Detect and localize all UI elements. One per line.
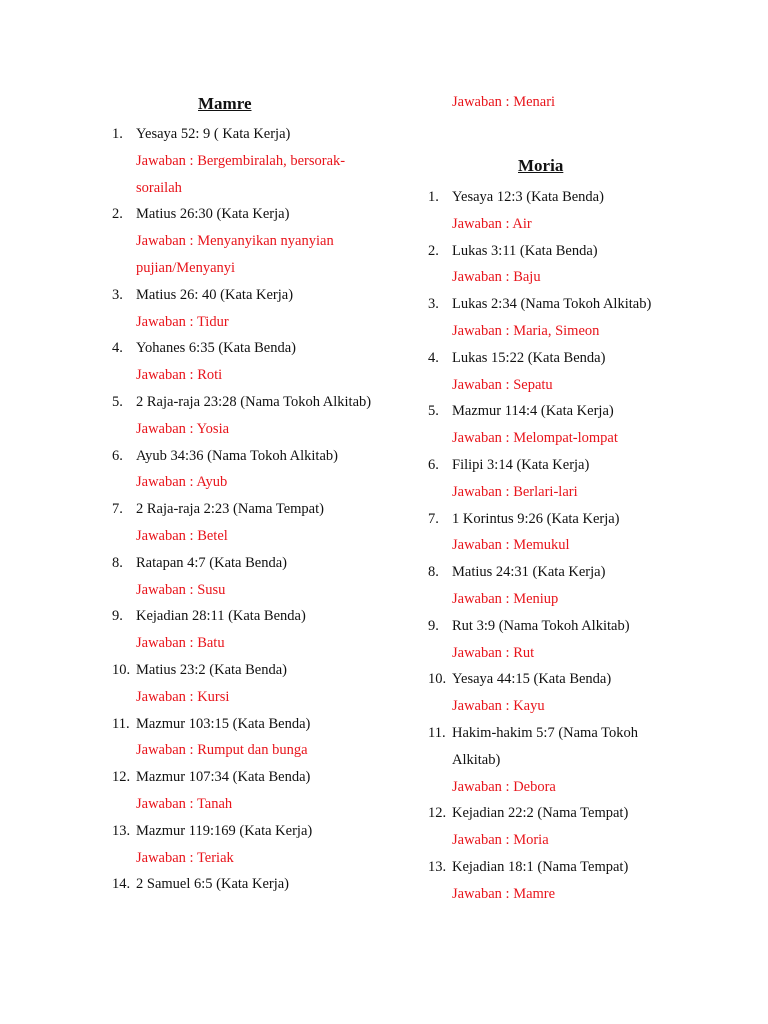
item-number: 9. xyxy=(112,608,123,625)
answer-text: Jawaban : Sepatu xyxy=(452,376,553,393)
answer-text: Jawaban : Berlari-lari xyxy=(452,483,578,500)
answer-text: Jawaban : Kursi xyxy=(136,688,230,705)
list-item xyxy=(112,764,372,818)
answer-text: Jawaban : Moria xyxy=(452,832,549,849)
list-item xyxy=(112,603,372,657)
item-number: 1. xyxy=(112,126,123,142)
list-item xyxy=(428,854,688,908)
question-text: Mazmur 103:15 (Kata Benda) xyxy=(136,715,311,732)
list-item xyxy=(112,871,372,898)
item-number: 4. xyxy=(428,349,439,366)
answer-text: Jawaban : Tanah xyxy=(136,795,233,812)
item-number: 7. xyxy=(428,510,439,527)
list-item xyxy=(428,345,688,399)
answer-text: Jawaban : Menyanyikan nyanyian pujian/Menyanyi xyxy=(136,233,334,276)
list-item xyxy=(112,201,372,281)
item-number: 12. xyxy=(428,805,447,822)
answer-text: Jawaban : Debora xyxy=(452,778,556,795)
list-item xyxy=(112,121,372,201)
question-list-moria xyxy=(428,184,688,908)
question-text: Yesaya 12:3 (Kata Benda) xyxy=(452,189,604,205)
question-text: Lukas 3:11 (Kata Benda) xyxy=(452,242,598,259)
answer-text: Jawaban : Yosia xyxy=(136,420,230,437)
item-number: 4. xyxy=(112,340,123,357)
answer-text: Jawaban : Melompat-lompat xyxy=(452,430,618,447)
question-text: Mazmur 114:4 (Kata Kerja) xyxy=(452,403,614,420)
answer-text: Jawaban : Maria, Simeon xyxy=(452,322,600,339)
question-text: Rut 3:9 (Nama Tokoh Alkitab) xyxy=(452,617,630,634)
item-number: 11. xyxy=(112,715,130,732)
list-item xyxy=(428,613,688,667)
list-item xyxy=(112,657,372,711)
answer-text: Jawaban : Memukul xyxy=(452,537,570,554)
list-item xyxy=(112,335,372,389)
list-item xyxy=(428,506,688,560)
item-number: 5. xyxy=(428,403,439,420)
question-text: Lukas 2:34 (Nama Tokoh Alkitab) xyxy=(452,296,652,313)
question-text: Hakim-hakim 5:7 (Nama Tokoh Alkitab) xyxy=(452,724,638,768)
section-title-moria: Moria xyxy=(518,156,564,175)
answer-text: Jawaban : Kayu xyxy=(452,698,545,715)
question-text: 2 Samuel 6:5 (Kata Kerja) xyxy=(136,876,290,893)
question-text: 1 Korintus 9:26 (Kata Kerja) xyxy=(452,510,620,527)
question-text: Matius 26:30 (Kata Kerja) xyxy=(136,206,290,223)
answer-text: Jawaban : Rut xyxy=(452,644,535,661)
section-title-mamre: Mamre xyxy=(198,94,252,113)
answer-text: Jawaban : Mamre xyxy=(452,885,556,902)
question-text: Ratapan 4:7 (Kata Benda) xyxy=(136,554,287,571)
item-number: 8. xyxy=(428,564,439,581)
item-number: 11. xyxy=(428,724,446,741)
question-text: Kejadian 18:1 (Nama Tempat) xyxy=(452,858,629,875)
answer-text: Jawaban : Teriak xyxy=(136,849,234,866)
question-text: Yesaya 52: 9 ( Kata Kerja) xyxy=(136,126,291,142)
item-number: 7. xyxy=(112,501,123,518)
answer-text: Jawaban : Batu xyxy=(136,635,225,652)
list-item xyxy=(112,711,372,765)
list-item xyxy=(112,818,372,872)
question-text: 2 Raja-raja 23:28 (Nama Tokoh Alkitab) xyxy=(136,393,372,410)
list-item xyxy=(428,398,688,452)
list-item xyxy=(112,443,372,497)
item-number: 3. xyxy=(112,286,123,303)
item-number: 6. xyxy=(112,447,123,464)
question-text: Kejadian 28:11 (Kata Benda) xyxy=(136,608,306,625)
question-text: Matius 26: 40 (Kata Kerja) xyxy=(136,286,294,303)
answer-text: Jawaban : Meniup xyxy=(452,590,559,607)
list-item xyxy=(428,291,688,345)
answer-text: Jawaban : Ayub xyxy=(136,474,228,491)
item-number: 5. xyxy=(112,393,123,410)
answer-text: Jawaban : Air xyxy=(452,215,532,232)
answer-text: Jawaban : Rumput dan bunga xyxy=(136,742,308,759)
question-list-mamre xyxy=(112,121,372,898)
list-item xyxy=(428,452,688,506)
item-number: 14. xyxy=(112,876,131,893)
question-text: Matius 24:31 (Kata Kerja) xyxy=(452,564,606,581)
item-number: 6. xyxy=(428,456,439,473)
item-number: 10. xyxy=(428,671,447,688)
item-number: 13. xyxy=(428,858,447,875)
list-item xyxy=(112,496,372,550)
list-item xyxy=(428,184,688,238)
answer-text: Jawaban : Betel xyxy=(136,527,228,544)
answer-text: Jawaban : Roti xyxy=(136,367,223,384)
list-item xyxy=(112,550,372,604)
answer-text: Jawaban : Baju xyxy=(452,269,541,286)
question-text: Ayub 34:36 (Nama Tokoh Alkitab) xyxy=(136,447,338,464)
list-item xyxy=(428,720,688,800)
item-number: 12. xyxy=(112,769,131,786)
item-number: 9. xyxy=(428,617,439,634)
list-item xyxy=(428,559,688,613)
question-text: Matius 23:2 (Kata Benda) xyxy=(136,661,288,678)
question-text: Mazmur 119:169 (Kata Kerja) xyxy=(136,822,313,839)
answer-text: Jawaban : Tidur xyxy=(136,313,229,330)
question-text: Yohanes 6:35 (Kata Benda) xyxy=(136,340,297,357)
question-text: Yesaya 44:15 (Kata Benda) xyxy=(452,671,612,688)
item-number: 1. xyxy=(428,189,439,205)
question-text: Mazmur 107:34 (Kata Benda) xyxy=(136,769,311,786)
list-item xyxy=(428,238,688,292)
item-number: 3. xyxy=(428,296,439,313)
question-text: Filipi 3:14 (Kata Kerja) xyxy=(452,456,590,473)
item-number: 13. xyxy=(112,822,131,839)
answer-text: Jawaban : Bergembiralah, bersorak-sorailah xyxy=(136,152,346,196)
item-number: 2. xyxy=(428,242,439,259)
item-number: 8. xyxy=(112,554,123,571)
carryover-answer: Jawaban : Menari xyxy=(452,94,556,110)
question-text: Kejadian 22:2 (Nama Tempat) xyxy=(452,805,629,822)
list-item xyxy=(112,389,372,443)
item-number: 10. xyxy=(112,661,131,678)
question-text: Lukas 15:22 (Kata Benda) xyxy=(452,349,606,366)
list-item xyxy=(112,282,372,336)
answer-text: Jawaban : Susu xyxy=(136,581,226,598)
item-number: 2. xyxy=(112,206,123,223)
question-text: 2 Raja-raja 2:23 (Nama Tempat) xyxy=(136,501,324,518)
list-item xyxy=(428,666,688,720)
list-item xyxy=(428,800,688,854)
